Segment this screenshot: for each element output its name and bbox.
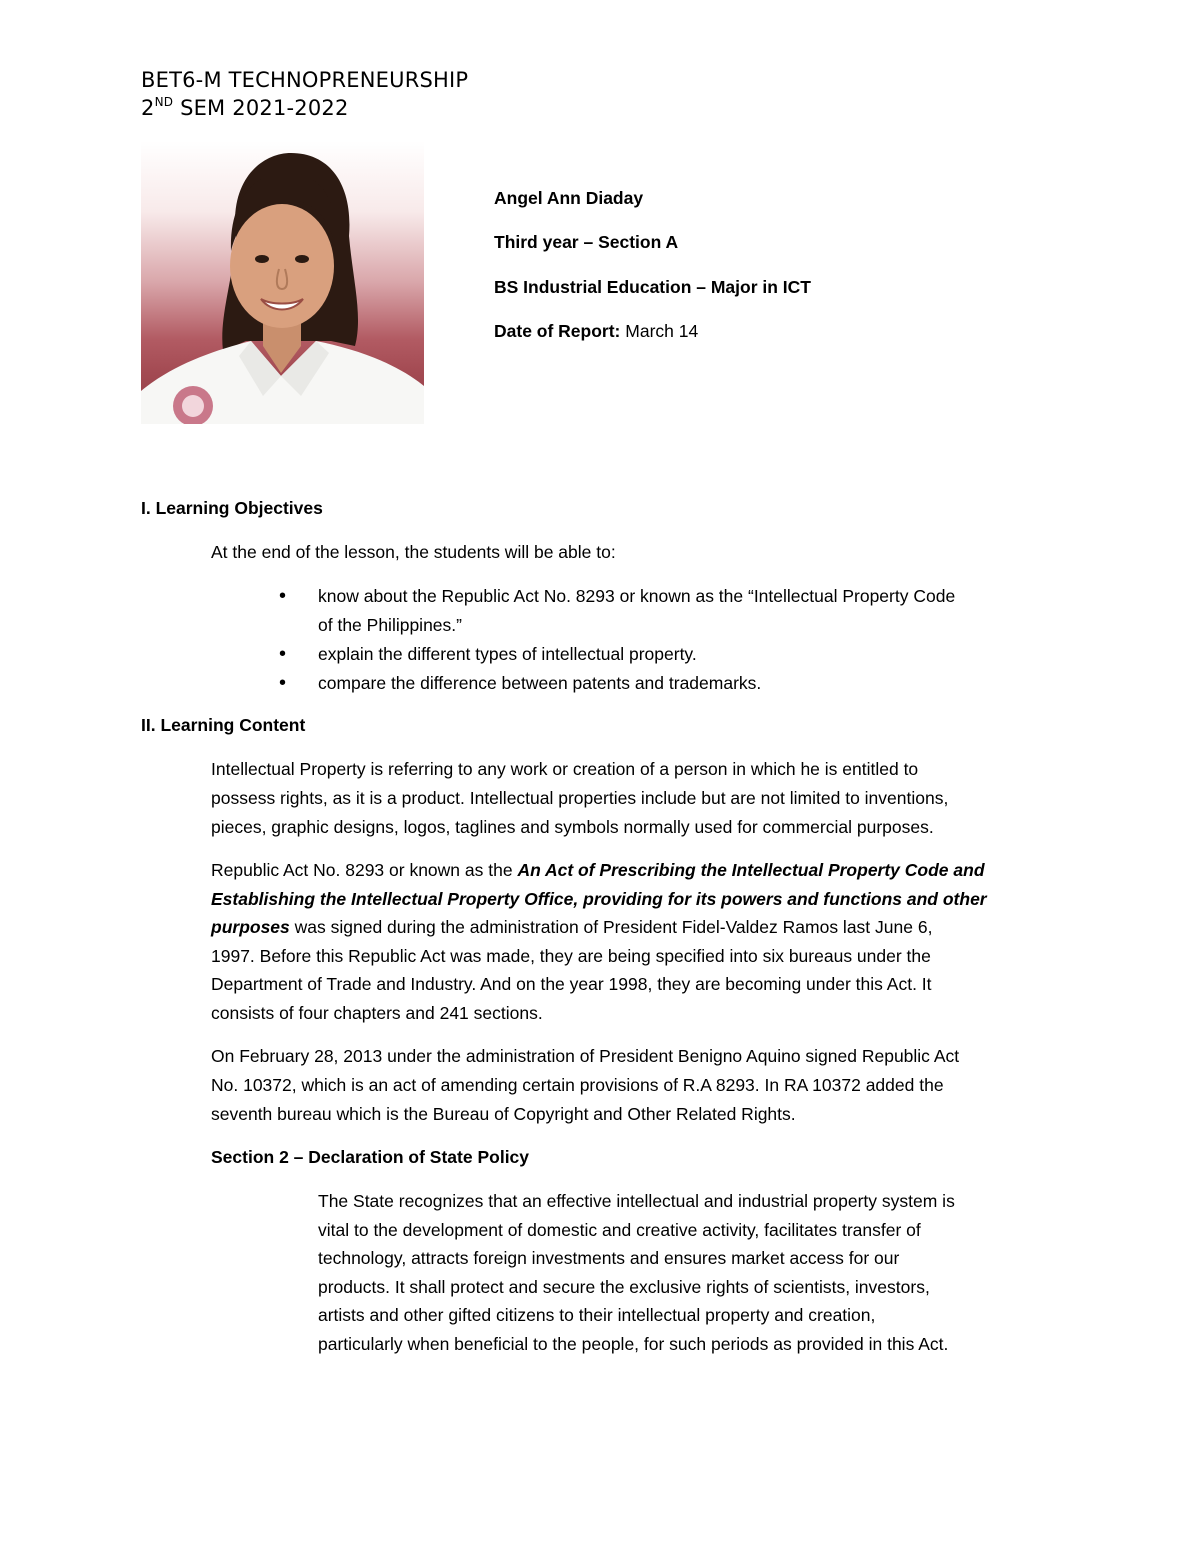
semester-line <box>141 95 349 120</box>
student-photo <box>141 141 424 424</box>
paragraph-line: Republic Act No. 8293 or known as the An Act of Prescribing the Intellectual Property Code and <box>211 860 985 880</box>
paragraph-line: 1997. Before this Republic Act was made, they are being specified into six bureaus under the <box>211 946 931 966</box>
content-heading: II. Learning Content <box>141 715 306 735</box>
policy-line: artists and other gifted citizens to their intellectual property and creation, <box>318 1305 876 1325</box>
student-name: Angel Ann Diaday <box>494 188 644 208</box>
section2-heading: Section 2 – Declaration of State Policy <box>211 1147 530 1167</box>
student-year-section: Third year – Section A <box>494 232 679 252</box>
semester-number: 2 <box>141 96 155 120</box>
semester-years: SEM 2021-2022 <box>173 96 349 120</box>
objective-item: explain the different types of intellectual property. <box>318 644 697 664</box>
paragraph-line: No. 10372, which is an act of amending certain provisions of R.A 8293. In RA 10372 added the <box>211 1075 944 1095</box>
paragraph-line: pieces, graphic designs, logos, taglines and symbols normally used for commercial purposes. <box>211 817 934 837</box>
act-title-emphasis: An Act of Prescribing the Intellectual Property Code and <box>517 860 985 880</box>
objectives-intro: At the end of the lesson, the students will be able to: <box>211 542 616 562</box>
policy-line: products. It shall protect and secure the exclusive rights of scientists, investors, <box>318 1277 930 1297</box>
bullet: • <box>279 585 287 607</box>
objective-item-continued: of the Philippines.” <box>318 615 462 635</box>
act-title-emphasis: Establishing the Intellectual Property Office, providing for its powers and functions and other <box>211 889 987 909</box>
policy-line: vital to the development of domestic and creative activity, facilitates transfer of <box>318 1220 921 1240</box>
paragraph-line: purposes was signed during the administration of President Fidel-Valdez Ramos last June 6, <box>211 917 933 937</box>
paragraph-line: On February 28, 2013 under the administration of President Benigno Aquino signed Republic Act <box>211 1046 960 1066</box>
act-title-emphasis: purposes <box>211 917 290 937</box>
policy-line: technology, attracts foreign investments and ensures market access for our <box>318 1248 900 1268</box>
policy-line: particularly when beneficial to the people, for such periods as provided in this Act. <box>318 1334 949 1354</box>
paragraph-line: possess rights, as it is a product. Intellectual properties include but are not limited to inventions, <box>211 788 949 808</box>
paragraph-line: seventh bureau which is the Bureau of Copyright and Other Related Rights. <box>211 1104 796 1124</box>
bullet: • <box>279 643 287 665</box>
paragraph-line: Intellectual Property is referring to any work or creation of a person in which he is entitled to <box>211 759 919 779</box>
paragraph-line: consists of four chapters and 241 sections. <box>211 1003 543 1023</box>
paragraph-line: Department of Trade and Industry. And on the year 1998, they are becoming under this Act. It <box>211 974 932 994</box>
report-date-value: March 14 <box>620 321 699 341</box>
student-program: BS Industrial Education – Major in ICT <box>494 277 811 297</box>
course-title: BET6-M TECHNOPRENEURSHIP <box>141 68 469 92</box>
policy-line: The State recognizes that an effective intellectual and industrial property system is <box>318 1191 955 1211</box>
objectives-heading: I. Learning Objectives <box>141 498 323 518</box>
student-portrait-image <box>141 141 424 424</box>
report-date-label: Date of Report: <box>494 321 621 341</box>
semester-ordinal: ND <box>154 95 174 109</box>
bullet: • <box>279 672 287 694</box>
report-date <box>494 321 698 342</box>
paragraph-line <box>211 889 987 910</box>
objective-item: know about the Republic Act No. 8293 or known as the “Intellectual Property Code <box>318 586 956 606</box>
objective-item: compare the difference between patents and trademarks. <box>318 673 762 693</box>
